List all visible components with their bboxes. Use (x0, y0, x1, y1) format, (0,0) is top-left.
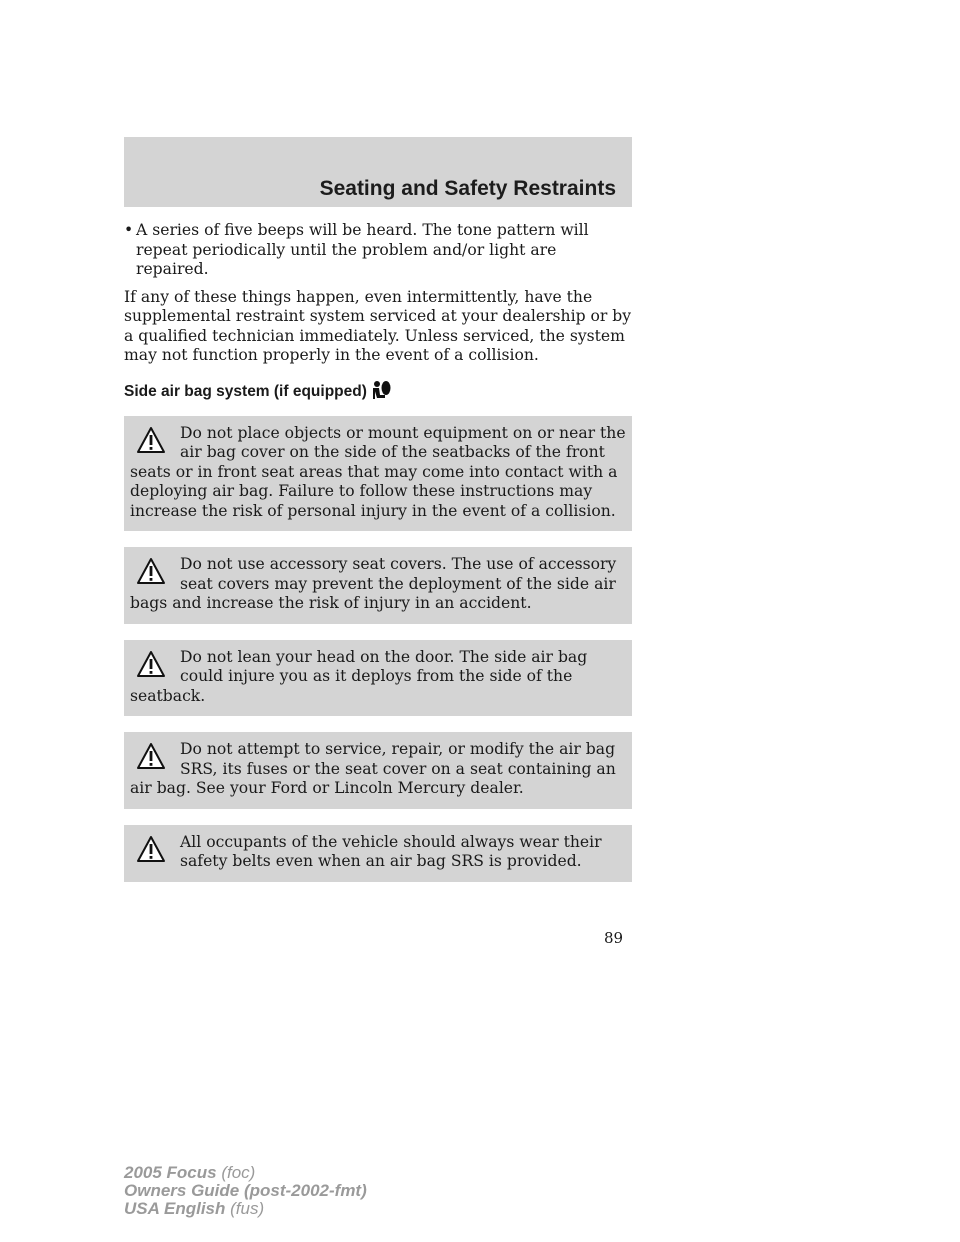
page-number: 89 (604, 929, 624, 947)
warning-box (124, 732, 632, 809)
bullet-item (124, 221, 632, 280)
footer-model: 2005 Focus (124, 1163, 217, 1182)
footer-line-2 (124, 1182, 367, 1200)
footer-language-code: (fus) (230, 1199, 265, 1218)
footer-line-1 (124, 1164, 367, 1182)
bullet-dot-icon: • (124, 221, 134, 239)
section-header-title: Seating and Safety Restraints (319, 177, 616, 200)
bullet-text: A series of five beeps will be heard. The tone pattern will repeat periodically until the problem and/or light are repaired. (136, 221, 589, 278)
warning-text: Do not attempt to service, repair, or modify the air bag SRS, its fuses or the seat cover on a seat containing an air bag. See your Ford or Lincoln Mercury dealer. (130, 740, 616, 797)
warning-text: Do not lean your head on the door. The side air bag could injure you as it deploys from the side of the seatback. (130, 647, 588, 705)
warning-box (124, 825, 632, 882)
section-heading-text: Side air bag system (if equipped) (124, 383, 367, 400)
page-content (124, 221, 632, 898)
warning-triangle-icon (136, 426, 166, 454)
body-paragraph: If any of these things happen, even intermittently, have the supplemental restraint system serviced at your dealership or by a qualified technician immediately. Unless serviced, the system may not function properly in the event of a collision. (124, 287, 632, 364)
warning-triangle-icon (136, 557, 166, 585)
warning-text: Do not place objects or mount equipment on or near the air bag cover on the side of the seatbacks of the front seats or in front seat areas that may come into contact with a deploying air bag. Failure to follow these instructions may increase the risk of personal injury in the event of a collision. (130, 423, 626, 520)
warning-box (124, 416, 632, 532)
document-footer (124, 1164, 367, 1218)
warning-text: All occupants of the vehicle should always wear their safety belts even when an air bag SRS is provided. (180, 832, 602, 870)
section-header-band (124, 137, 632, 207)
warning-box (124, 547, 632, 624)
warning-text: Do not use accessory seat covers. The use of accessory seat covers may prevent the deployment of the side air bags and increase the risk of injury in an accident. (130, 555, 617, 612)
warning-triangle-icon (136, 650, 166, 678)
warning-box (124, 640, 632, 717)
side-airbag-icon (371, 380, 391, 402)
warning-triangle-icon (136, 835, 166, 863)
footer-guide: Owners Guide (post-2002-fmt) (124, 1181, 367, 1200)
footer-line-3 (124, 1200, 367, 1218)
section-heading (124, 380, 632, 402)
footer-model-code: (foc) (221, 1163, 256, 1182)
footer-language: USA English (124, 1199, 226, 1218)
warning-triangle-icon (136, 742, 166, 770)
